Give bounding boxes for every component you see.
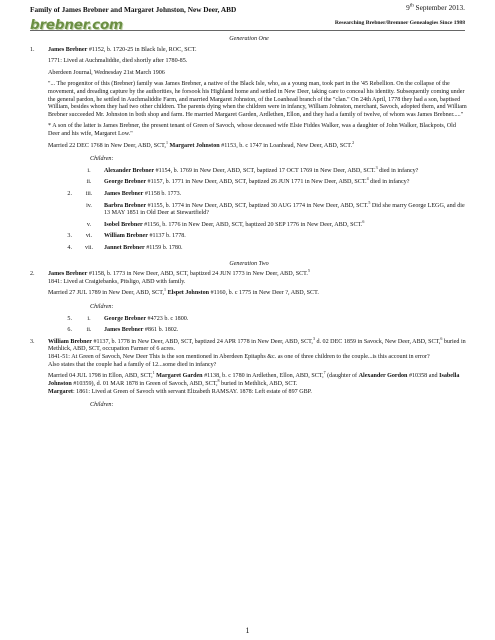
person-1-quote: "... The progenitor of this (Brebner) family was James Brebner, a native of the Black Isle, who, as a young man, took part in the '45 Rebellion. On the collapse of the movement, and dreading capture by the authorities, he forsook his Highland home and settled in New Deer, taking care to conceal his identity. Subsequently coming under the general pardon, he settled in Auchmaliddie Farm, and married Margaret Johnston, of the Loanhead branch of the "clan." On 24th April, 1778 they had a son, baptised William, besides whom they had two other children. The parents dying when the children were in infancy, William Johnston, merchant, Savoch, adopted them, and William Brebner succeeded Mr. Johnston in both shop and farm. He married Margaret Garden, Ardlethen, Ellon, and they had a family of twelve, of whom was James Brebner....." bbox=[48, 81, 467, 118]
child-roman-number: ii. bbox=[86, 327, 92, 334]
person-3: 3. William Brebner #1137, b. 1778 in New Deer, ABD, SCT, baptized 24 APR 1778 in New Deer, ABD, SCT,$^3$ d. 02 DEC 1859 in Savock, New Deer, ABD, SCT,$^6$ buried in Methlick, ABD, SCT, occupation Farmer of 6 acres. 1841-51: At Green of Savoch, New Deer This is the son mentioned in Aberdeen Epitaphs &c. as one of three children to the couple...is this account in error? Also states that the couple had a family of 12...some died in infancy? bbox=[30, 335, 466, 368]
child-details: #1154, b. 1769 in New Deer, ABD, SCT, baptized 17 OCT 1769 in New Deer, ABD, SCT. bbox=[154, 167, 376, 174]
gen1-children-list bbox=[30, 164, 468, 253]
child-roman-number: iv. bbox=[86, 202, 92, 209]
child-details: #861 b. 1802. bbox=[143, 327, 179, 334]
child-name: Barbra Brebner bbox=[104, 202, 147, 209]
child-outer-number bbox=[30, 222, 74, 230]
child-details: #1157, b. 1771 in New Deer, ABD, SCT, baptized 26 JUN 1771 in New Deer, ABD, SCT. bbox=[146, 179, 367, 186]
child-entry bbox=[30, 245, 468, 253]
footnote-ref: 6 bbox=[362, 218, 365, 224]
child-outer-number bbox=[30, 168, 74, 176]
child-entry bbox=[30, 176, 468, 187]
child-roman-number: v. bbox=[86, 221, 92, 228]
child-note: died in infancy? bbox=[377, 167, 419, 174]
child-outer-number bbox=[30, 203, 74, 218]
person-1-lived: 1771: Lived at Auchmaliddie, died shortly after 1780-85. bbox=[48, 58, 188, 65]
person-2: 2. James Brebner #1158, b. 1773 in New Deer, ABD, SCT, baptized 24 JUN 1773 in New Deer, ABD, SCT.$^5$ 1841: Lived at Craigiebanks, Pitsligo, ABD with family. bbox=[30, 268, 310, 285]
child-outer-number: 3. bbox=[67, 233, 72, 240]
child-details: #1155, b. 1774 in New Deer, ABD, SCT, baptized 30 AUG 1774 in New Deer, ABD, SCT. bbox=[146, 202, 369, 209]
child-text bbox=[104, 164, 468, 176]
children-heading: Children: bbox=[90, 156, 114, 163]
child-entry bbox=[30, 327, 468, 335]
child-outer-number: 5. bbox=[67, 315, 72, 322]
header-title: Family of James Brebner and Margaret Johnston, New Deer, ABD bbox=[30, 5, 237, 14]
child-note: Did she marry George LEGG, and die 13 MAY 1851 in Old Deer at Stewartfield? bbox=[104, 202, 465, 217]
person-1: 1. James Brebner #1152, b. 1720-25 in Black Isle, ROC, SCT. bbox=[30, 46, 197, 53]
child-details: #1137 b. 1778. bbox=[147, 233, 186, 240]
child-outer-number: 6. bbox=[67, 327, 72, 334]
child-text bbox=[104, 233, 468, 241]
child-name: James Brebner bbox=[104, 191, 144, 197]
child-name: Isobel Brebner bbox=[104, 221, 143, 228]
child-entry bbox=[30, 218, 468, 230]
child-roman-number: iii. bbox=[85, 191, 93, 197]
child-note: died in infancy? bbox=[368, 179, 410, 186]
header-date: 9th September 2013. bbox=[406, 3, 465, 12]
page-number: 1 bbox=[245, 626, 250, 635]
person-1-marriage: Married 22 DEC 1768 in New Deer, ABD, SCT,$^1$ Margaret Johnston #1153, b. c 1747 in Loanhead, New Deer, ABD, SCT.$^2$ bbox=[48, 139, 355, 149]
child-text bbox=[104, 199, 468, 218]
person-2-marriage: Married 27 JUL 1789 in New Deer, ABD, SCT,$^1$ Elspet Johnston #1160, b. c 1775 in New Deer ?, ABD, SCT. bbox=[48, 287, 319, 297]
child-name: Alexander Brebner bbox=[104, 167, 155, 174]
child-name: George Brebner bbox=[104, 315, 147, 322]
child-text bbox=[104, 191, 468, 199]
child-roman-number: ii. bbox=[86, 179, 92, 186]
child-roman-number: vii. bbox=[85, 245, 93, 252]
child-details: #4723 b. c 1800. bbox=[146, 315, 189, 322]
child-entry bbox=[30, 233, 468, 241]
child-outer-number: 4. bbox=[67, 245, 72, 252]
child-text bbox=[104, 176, 468, 187]
child-entry bbox=[30, 316, 468, 324]
person-1-footnote: * A son of the latter is James Brebner, the present tenant of Green of Savoch, whose deceased wife Elsie Fiddes Walker, was a daughter of John Walker, Blackpots, Old Deer and his wife, Margaret Low." bbox=[48, 123, 456, 137]
child-outer-number bbox=[30, 179, 74, 187]
child-name: George Brebner bbox=[104, 179, 147, 186]
document-body bbox=[30, 31, 468, 414]
child-text bbox=[104, 316, 468, 324]
person-1-source: Aberdeen Journal, Wednesday 21st March 1906 bbox=[48, 69, 165, 76]
child-entry bbox=[30, 191, 468, 199]
generation-two-heading: Generation Two bbox=[229, 260, 269, 267]
child-roman-number: i. bbox=[87, 315, 91, 322]
child-outer-number: 2. bbox=[67, 191, 72, 197]
person-3-marriage: Married 04 JUL 1798 in Ellon, ABD, SCT,$^1$ Margaret Garden #1138, b. c 1780 in Ardlethen, Ellon, ABD, SCT,$^7$ (daughter of Alexander Gordon #10358 and Isabella Johnston #10359), d. 01 MAR 1878 in Green of Savoch, ABD, SCT,$^8$ buried in Methlick, ABD, SCT. Margaret: 1861: Lived at Green of Savoch with servant Elizabeth RAMSAY. 1878: Left estate of 897 GBP. bbox=[48, 370, 460, 395]
child-entry bbox=[30, 164, 468, 176]
child-details: #1158 b. 1773. bbox=[143, 191, 182, 197]
children-heading-3: Children: bbox=[90, 402, 114, 409]
child-text bbox=[104, 327, 468, 335]
child-name: James Brebner bbox=[104, 327, 144, 334]
child-name: Jannet Brebner bbox=[104, 245, 145, 252]
brebner-logo: brebner.com bbox=[30, 17, 123, 33]
brand-tagline: Researching Brebner/Bremner Genealogies Since 1988 bbox=[334, 20, 465, 26]
child-text bbox=[104, 218, 468, 230]
child-roman-number: i. bbox=[87, 167, 91, 174]
child-roman-number: vi. bbox=[85, 233, 93, 240]
page-header bbox=[30, 3, 465, 17]
children-heading-2: Children: bbox=[90, 304, 114, 311]
footnote-ref: 3 bbox=[375, 164, 378, 170]
child-entry bbox=[30, 199, 468, 218]
generation-one-heading: Generation One bbox=[229, 36, 269, 42]
gen2-children-list bbox=[30, 316, 468, 335]
footnote-ref: 4 bbox=[366, 176, 369, 182]
brand-bar bbox=[30, 17, 465, 31]
footnote-ref: 5 bbox=[368, 199, 371, 205]
child-name: William Brebner bbox=[104, 233, 148, 240]
child-text bbox=[104, 245, 468, 253]
child-details: #1156, b. 1776 in New Deer, ABD, SCT, baptized 20 SEP 1776 in New Deer, ABD, SCT. bbox=[142, 221, 363, 228]
child-details: #1159 b. 1780. bbox=[144, 245, 183, 252]
